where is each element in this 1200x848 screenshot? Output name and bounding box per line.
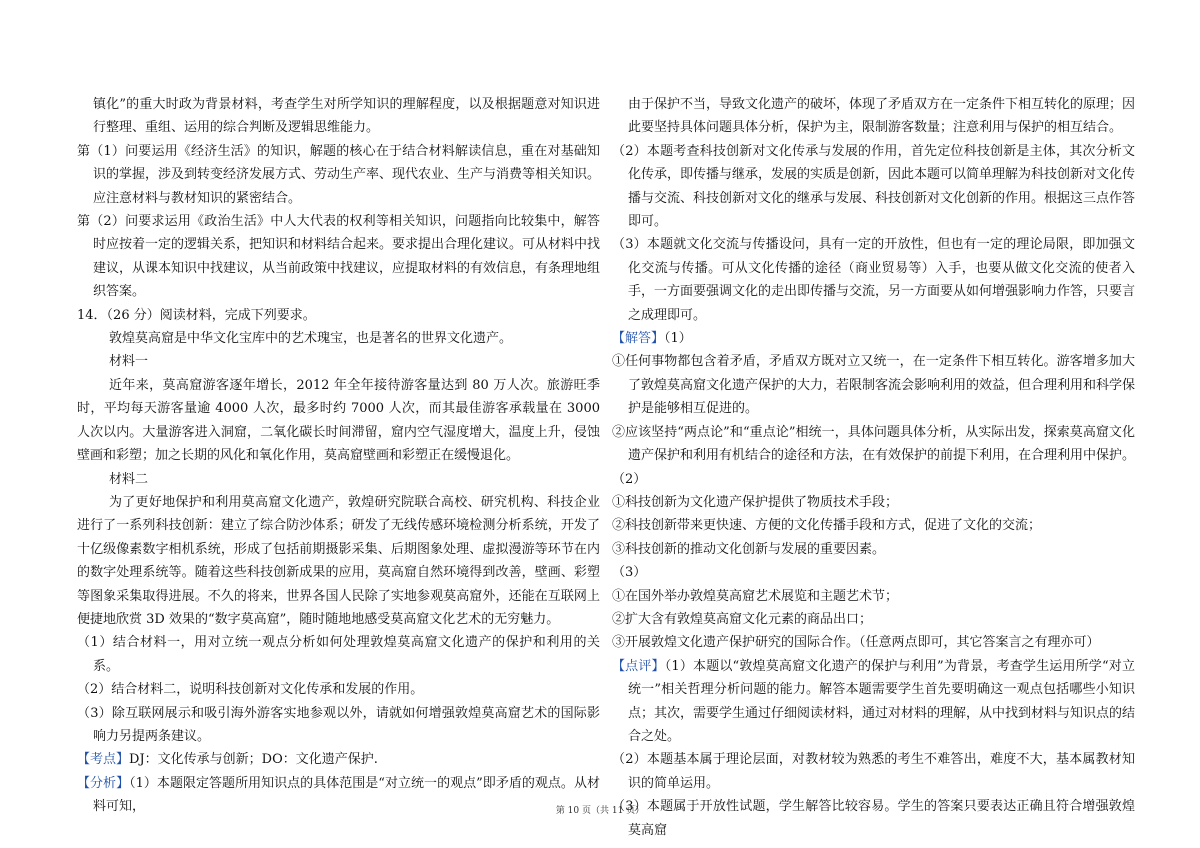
question-heading: 14．（26 分）阅读材料，完成下列要求。 — [77, 307, 316, 323]
answer-point: ③科技创新的推动文化创新与发展的重要因素。 — [612, 541, 886, 557]
paragraph: （3）本题属于开放性试题，学生解答比较容易。学生的答案只要表达正确且符合增强敦煌莫高窟 — [612, 799, 1135, 838]
paragraph: （2）本题基本属于理论层面，对教材较为熟悉的考生不难答出，难度不大，基本属教材知识的简单运用。 — [612, 752, 1135, 791]
page-footer: 第 10 页（共 11 页） — [555, 806, 645, 816]
dianping-line — [612, 655, 1135, 749]
left-column — [77, 93, 600, 819]
sub-question: （3）除互联网展示和吸引海外游客实地参观以外，请就如何增强敦煌莫高窟艺术的国际影响力另提两条建议。 — [77, 705, 600, 744]
paragraph: 第（2）问要求运用《政治生活》中人大代表的权利等相关知识，问题指向比较集中，解答时应按着一定的逻辑关系，把知识和材料结合起来。要求提出合理化建议。可从材料中找建议，从课本知识中找建议，从当前政策中找建议，应提取材料的有效信息，有条理地组织答案。 — [77, 214, 601, 300]
section-tag: 【考点】 — [77, 752, 130, 768]
paragraph: 由于保护不当，导致文化遗产的破坏，体现了矛盾双方在一定条件下相互转化的原理；因此要坚持具体问题具体分析，保护为主，限制游客数量；注意利用与保护的相互结合。 — [628, 97, 1136, 136]
paragraph: （3）本题就文化交流与传播设问，具有一定的开放性，但也有一定的理论局限，即加强文化交流与传播。可从文化传播的途径（商业贸易等）入手，也要从做文化交流的使者入手，一方面要强调文化的走出即传播与交流，另一方面要从如何增强影响力作答，只要言之成理即可。 — [612, 237, 1136, 323]
answer-point: ②科技创新带来更快速、方便的文化传播手段和方式，促进了文化的交流； — [612, 518, 1042, 534]
section-tag: 【点评】 — [612, 658, 665, 674]
paragraph-text: （1） — [664, 331, 692, 347]
answer-point: ②应该坚持“两点论”和“重点论”相统一，具体问题具体分析，从实际出发，探索莫高窟文化遗产保护和利用有机结合的途径和方法，在有效保护的前提下利用，在合理利用中保护。 — [612, 424, 1136, 464]
answer-point: ②扩大含有敦煌莫高窟文化元素的商品出口； — [612, 611, 873, 627]
answer-number: （2） — [612, 471, 647, 487]
kaodian-line — [77, 748, 600, 771]
answer-point: ①任何事物都包含着矛盾，矛盾双方既对立又统一，在一定条件下相互转化。游客增多加大了敦煌莫高窟文化遗产保护的大力，若限制客流会影响利用的效益，但合理利用和科学保护是能够相互促进的。 — [612, 354, 1136, 417]
paragraph: 敦煌莫高窟是中华文化宝库中的艺术瑰宝，也是著名的世界文化遗产。 — [109, 331, 513, 347]
material-label: 材料二 — [109, 471, 149, 487]
sub-question: （2）结合材料二，说明科技创新对文化传承和发展的作用。 — [77, 682, 424, 698]
paragraph-text: （1）本题限定答题所用知识点的具体范围是“对立统一的观点”即矛盾的观点。从材料可知， — [93, 775, 600, 815]
paragraph: 近年来，莫高窟游客逐年增长，2012 年全年接待游客量达到 80 万人次。旅游旺季时，平均每天游客量逾 4000 人次，最多时约 7000 人次，而其最佳游客承载量在 3000 人次以内。大量游客进入洞窟，二氧化碳长时间滞留，窟内空气湿度增大，温度上升，侵蚀壁画和彩塑；加之长期的风化和氧化作用，莫高窟壁画和彩塑正在缓慢退化。 — [77, 377, 600, 464]
answer-point: ①科技创新为文化遗产保护提供了物质技术手段； — [612, 494, 899, 510]
right-column — [612, 93, 1135, 842]
answer-point: ①在国外举办敦煌莫高窟艺术展览和主题艺术节； — [612, 588, 899, 604]
jieda-line — [612, 327, 1135, 350]
paragraph: 第（1）问要运用《经济生活》的知识，解题的核心在于结合材料解读信息，重在对基础知识的掌握，涉及到转变经济发展方式、劳动生产率、现代农业、生产与消费等相关知识。应注意材料与教材知识的紧密结合。 — [77, 143, 601, 206]
paragraph-text: （1）本题以“敦煌莫高窟文化遗产的保护与利用”为背景，考查学生运用所学“对立统一”相关哲理分析问题的能力。解答本题需要学生首先要明确这一观点包括哪些小知识点；其次，需要学生通过仔细阅读材料，通过对材料的理解，从中找到材料与知识点的结合之处。 — [628, 658, 1136, 744]
paragraph-text: DJ：文化传承与创新；DO：文化遗产保护. — [129, 752, 378, 768]
paragraph: 为了更好地保护和利用莫高窟文化遗产，敦煌研究院联合高校、研究机构、科技企业进行了一系列科技创新：建立了综合防沙体系；研发了无线传感环境检测分析系统，开发了十亿级像素数字相机系统，形成了包括前期摄影采集、后期图象处理、虚拟漫游等环节在内的数字处理系统等。随着这些科技创新成果的应用，莫高窟自然环境得到改善，壁画、彩塑等图象采集取得进展。不久的将来，世界各国人民除了实地参观莫高窟外，还能在互联网上便捷地欣赏 3D 效果的“数字莫高窟”，随时随地地感受莫高窟文化艺术的无穷魅力。 — [77, 494, 600, 627]
section-tag: 【分析】 — [77, 775, 130, 791]
answer-point: ③开展敦煌文化遗产保护研究的国际合作。（任意两点即可，其它答案言之有理亦可） — [612, 635, 1100, 651]
material-label: 材料一 — [109, 354, 149, 370]
section-tag: 【解答】 — [612, 331, 665, 347]
paragraph: 镇化”的重大时政为背景材料，考查学生对所学知识的理解程度，以及根据题意对知识进行整理、重组、运用的综合判断及逻辑思维能力。 — [93, 97, 600, 136]
sub-question: （1）结合材料一，用对立统一观点分析如何处理敦煌莫高窟文化遗产的保护和利用的关系。 — [77, 635, 600, 674]
answer-number: （3） — [612, 565, 647, 581]
paragraph: （2）本题考查科技创新对文化传承与发展的作用，首先定位科技创新是主体，其次分析文化传承，即传播与继承，发展的实质是创新，因此本题可以简单理解为科技创新对文化传播与交流、科技创新对文化的继承与发展、科技创新对文化创新的作用。根据这三点作答即可。 — [612, 143, 1136, 230]
